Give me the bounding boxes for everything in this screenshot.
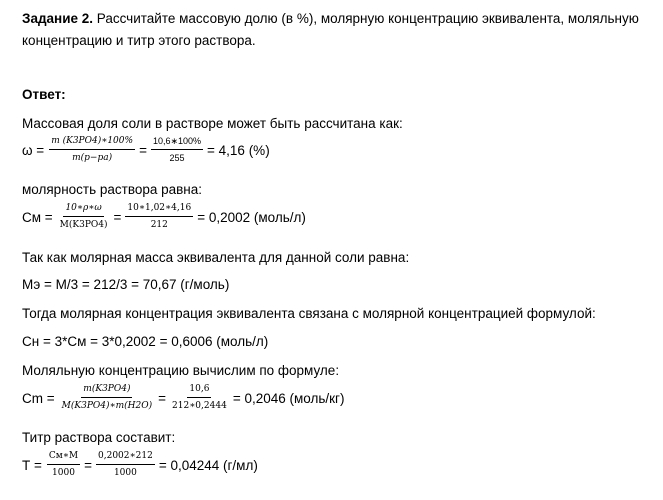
fraction-denominator: M(K3PO4)∗m(H2O) bbox=[61, 401, 153, 411]
fraction-numerator: m (K3PO4)∗100% bbox=[49, 136, 135, 150]
fraction-numerator: 10∗1,02∗4,16 bbox=[125, 203, 193, 217]
molarity-fraction-2 bbox=[125, 203, 193, 231]
mass-fraction-formula bbox=[22, 136, 270, 164]
equiv-mass-intro: Так как молярная масса эквивалента для данной соли равна: bbox=[22, 250, 410, 265]
task-line-1 bbox=[22, 10, 639, 28]
titer-intro: Титр раствора составит: bbox=[22, 430, 176, 445]
equals-sign: = bbox=[84, 457, 93, 473]
molality-formula bbox=[22, 384, 344, 412]
titer-formula bbox=[22, 451, 258, 479]
molality-symbol: Cm = bbox=[22, 390, 55, 406]
normality-intro: Тогда молярная концентрация эквивалента связана с молярной концентрацией формулой: bbox=[22, 306, 596, 321]
mass-fraction-fraction-1 bbox=[49, 136, 135, 164]
molarity-formula bbox=[22, 203, 306, 231]
task-text-1: Рассчитайте массовую долю (в %), молярную концентрацию эквивалента, моляльную bbox=[93, 11, 639, 26]
fraction-numerator: Cм∗M bbox=[47, 451, 80, 465]
task-label: Задание 2. bbox=[22, 11, 94, 26]
titer-fraction-2 bbox=[96, 451, 155, 479]
molarity-result: = 0,2002 (моль/л) bbox=[197, 209, 306, 225]
fraction-numerator: 10∗ρ∗ω bbox=[63, 203, 103, 217]
fraction-numerator: 10,6 bbox=[187, 384, 211, 398]
molality-intro: Моляльную концентрацию вычислим по формуле: bbox=[22, 363, 340, 378]
answer-label: Ответ: bbox=[22, 87, 66, 102]
mass-fraction-intro: Массовая доля соли в растворе может быть рассчитана как: bbox=[22, 116, 403, 131]
molality-fraction-1 bbox=[60, 384, 154, 412]
titer-symbol: Т = bbox=[22, 457, 42, 473]
fraction-numerator: m(K3PO4) bbox=[81, 384, 132, 398]
equals-sign: = bbox=[158, 390, 167, 406]
fraction-denominator: m(р−ра) bbox=[72, 153, 113, 163]
molarity-symbol: Cм = bbox=[22, 209, 53, 225]
fraction-denominator: 212∗0,2444 bbox=[172, 401, 227, 411]
normality-formula: Сн = 3*См = 3*0,2002 = 0,6006 (моль/л) bbox=[22, 334, 269, 349]
equals-sign: = bbox=[139, 142, 147, 158]
fraction-denominator: 255 bbox=[169, 153, 185, 163]
titer-result: = 0,04244 (г/мл) bbox=[158, 457, 258, 473]
molality-fraction-2 bbox=[170, 384, 229, 412]
molality-result: = 0,2046 (моль/кг) bbox=[232, 390, 345, 406]
titer-fraction-1 bbox=[47, 451, 80, 479]
molarity-fraction-1 bbox=[58, 203, 110, 231]
equals-sign: = bbox=[113, 209, 122, 225]
fraction-denominator: 1000 bbox=[113, 468, 137, 478]
mass-fraction-result: = 4,16 (%) bbox=[207, 142, 270, 158]
fraction-denominator: 1000 bbox=[52, 468, 75, 478]
mass-fraction-fraction-2 bbox=[151, 136, 203, 164]
fraction-numerator: 10,6∗100% bbox=[151, 136, 203, 150]
equiv-mass-formula: Мэ = М/3 = 212/3 = 70,67 (г/моль) bbox=[22, 277, 230, 292]
molarity-intro: молярность раствора равна: bbox=[22, 182, 203, 197]
task-text-2: концентрацию и титр этого раствора. bbox=[22, 33, 256, 48]
fraction-denominator: 212 bbox=[150, 220, 168, 230]
mass-fraction-symbol: ω = bbox=[22, 142, 45, 158]
fraction-denominator: M(K3PO4) bbox=[59, 220, 108, 230]
fraction-numerator: 0,2002∗212 bbox=[96, 451, 155, 465]
